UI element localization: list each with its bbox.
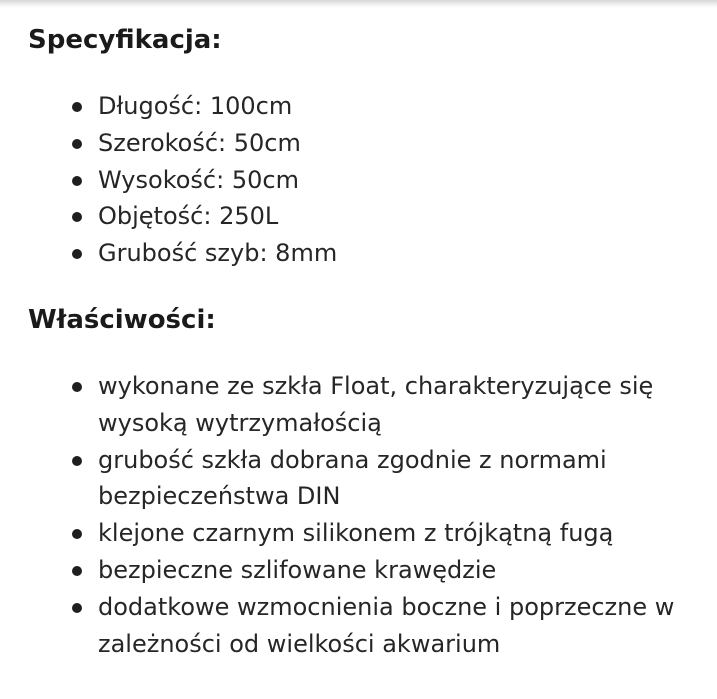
bullet-icon [72, 382, 82, 392]
top-shadow [0, 0, 717, 8]
list-item-text: dodatkowe wzmocnienia boczne i poprzeczne w zależności od wielkości akwarium [98, 592, 675, 658]
list-item [98, 368, 708, 442]
specification-heading: Specyfikacja: [28, 25, 222, 55]
bullet-icon [72, 102, 82, 112]
product-description [28, 22, 708, 662]
bullet-icon [72, 139, 82, 149]
list-item-text: grubość szkła dobrana zgodnie z normami bezpieczeństwa DIN [98, 445, 607, 511]
properties-list [28, 368, 708, 662]
list-item-text: Wysokość: 50cm [98, 165, 299, 194]
list-item [98, 162, 708, 199]
list-item-text: Długość: 100cm [98, 92, 293, 120]
list-item [98, 198, 708, 235]
list-item [98, 442, 708, 516]
bullet-icon [72, 249, 82, 259]
list-item-text: klejone czarnym silikonem z trójkątną fugą [98, 519, 614, 548]
properties-heading: Właściwości: [28, 304, 216, 335]
bullet-icon [72, 529, 82, 539]
list-item [98, 515, 708, 552]
bullet-icon [72, 603, 82, 613]
bullet-icon [72, 176, 82, 186]
bullet-icon [72, 566, 82, 576]
bullet-icon [72, 212, 82, 222]
list-item [98, 589, 708, 663]
list-item [98, 552, 708, 589]
list-item-text: Grubość szyb: 8mm [98, 239, 338, 268]
list-item-text: Szerokość: 50cm [98, 128, 301, 157]
list-item-text: wykonane ze szkła Float, charakteryzujące się wysoką wytrzymałością [98, 371, 654, 437]
list-item [98, 235, 708, 272]
list-item [98, 88, 708, 125]
list-item-text: bezpieczne szlifowane krawędzie [98, 555, 497, 584]
specification-list [28, 88, 708, 272]
bullet-icon [72, 456, 82, 466]
list-item-text: Objętość: 250L [98, 202, 279, 231]
list-item [98, 125, 708, 162]
